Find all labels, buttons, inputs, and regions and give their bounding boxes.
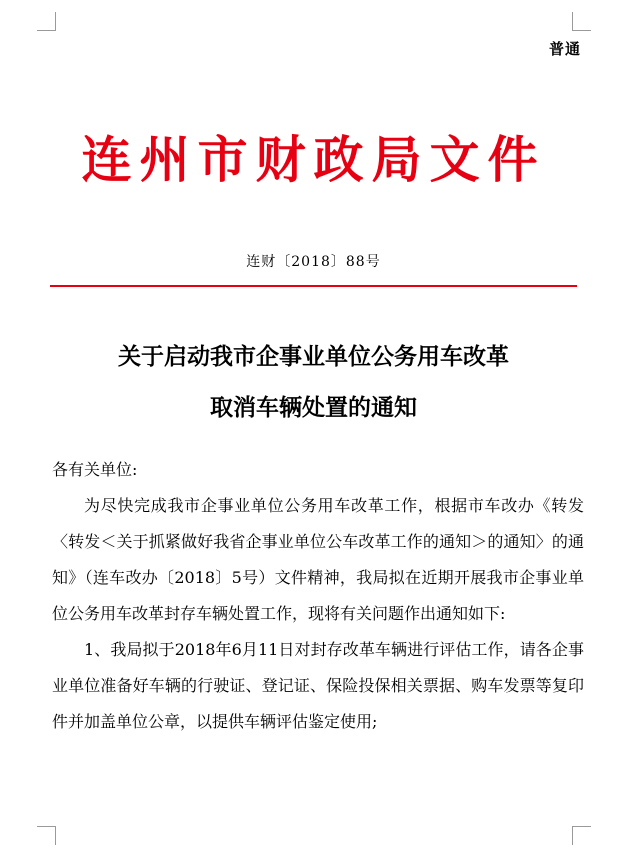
crop-mark-top-right [572, 12, 591, 31]
subject-line-2: 取消车辆处置的通知 [210, 395, 417, 421]
salutation: 各有关单位: [52, 460, 138, 479]
secrecy-level: 普通 [548, 40, 581, 58]
subject-line-1: 关于启动我市企事业单位公务用车改革 [118, 344, 509, 370]
body-paragraph-2: 1、我局拟于2018年6月11日对封存改革车辆进行评估工作，请各企事业单位准备好车辆的行驶证、登记证、保险投保相关票据、购车发票等复印件并加盖单位公章，以提供车辆评估鉴定使用; [52, 640, 584, 731]
document-subject [40, 332, 587, 434]
red-separator-line [50, 285, 577, 287]
crop-mark-bottom-right [572, 826, 591, 845]
document-body [52, 452, 584, 740]
issuer-title: 连州市财政局文件 [81, 130, 546, 189]
document-number: 连财〔2018〕88号 [246, 254, 381, 270]
crop-mark-bottom-left [37, 826, 56, 845]
crop-mark-top-left [37, 12, 56, 31]
body-paragraph-1: 为尽快完成我市企事业单位公务用车改革工作，根据市车改办《转发〈转发＜关于抓紧做好我省企事业单位公车改革工作的通知＞的通知〉的通知》（连车改办〔2018〕5号）文件精神，我局拟在近期开展我市企事业单位公务用车改革封存车辆处置工作，现将有关问题作出通知如下: [52, 496, 584, 623]
